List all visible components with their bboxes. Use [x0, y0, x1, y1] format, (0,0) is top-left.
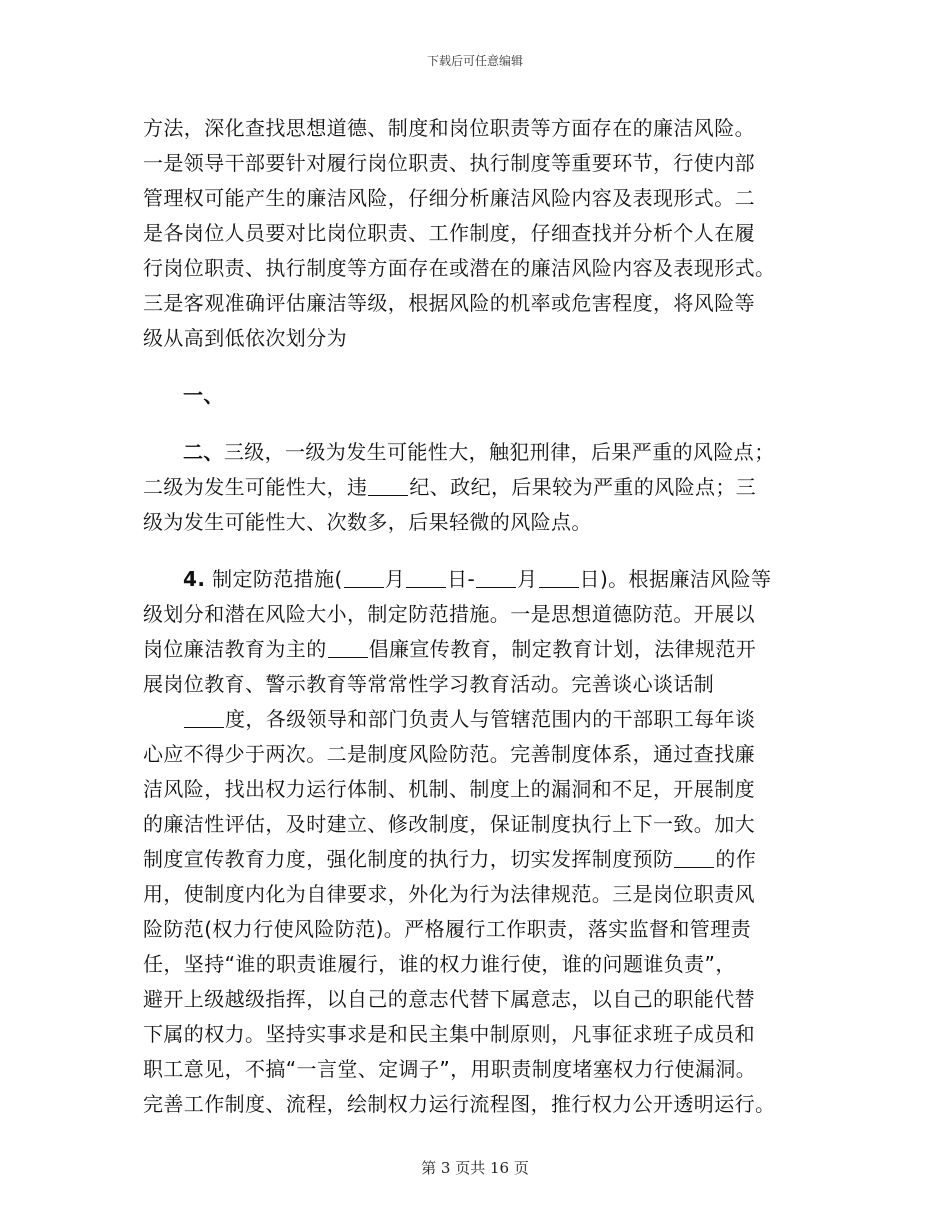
fill-blank [368, 475, 408, 496]
text-line [143, 632, 813, 667]
text-span: 纪、政纪，后果较为严重的风险点；三 [409, 475, 757, 499]
fill-blank [539, 567, 579, 588]
text-span: 倡廉宣传教育，制定教育计划，法律规范开 [368, 637, 757, 661]
text-span: 三级，一级为发生可能性大，触犯刑律，后果严重的风险点； [223, 440, 775, 464]
text-line: 心应不得少于两次。二是制度风险防范。完善制度体系，通过查找廉 [143, 742, 755, 766]
text-span: 的作 [715, 847, 757, 871]
list-item-1: 一、 [183, 383, 224, 407]
fill-blank [406, 567, 446, 588]
list-item-4 [143, 562, 813, 597]
fill-blank [328, 637, 368, 658]
text-line: 级为发生可能性大、次数多，后果轻微的风险点。 [143, 510, 592, 534]
text-line: 完善工作制度、流程，绘制权力运行流程图，推行权力公开透明运行。 [143, 1092, 776, 1116]
text-line [143, 470, 813, 505]
text-line: 行岗位职责、执行制度等方面存在或潜在的廉洁风险内容及表现形式。 [143, 256, 776, 280]
fill-blank [674, 847, 714, 868]
text-line: 一是领导干部要针对履行岗位职责、执行制度等重要环节，行使内部 [143, 151, 755, 175]
page-footer: 第 3 页共 16 页 [421, 1159, 529, 1177]
fill-blank [476, 567, 516, 588]
text-line: 职工意见，不搞“一言堂、定调子”，用职责制度堵塞权力行使漏洞。 [143, 1057, 757, 1081]
text-line: 任，坚持“谁的职责谁履行，谁的权力谁行使，谁的问题谁负责”， [143, 952, 736, 976]
text-line [143, 702, 813, 737]
page-header: 下载后可任意编辑 [426, 54, 523, 68]
text-line: 的廉洁性评估，及时建立、修改制度，保证制度执行上下一致。加大 [143, 812, 755, 836]
text-line: 级从高到低依次划分为 [143, 326, 347, 350]
fill-blank [344, 567, 384, 588]
text-span: 岗位廉洁教育为主的 [143, 637, 327, 661]
text-line: 展岗位教育、警示教育等常常性学习教育活动。完善谈心谈话制 [143, 672, 715, 696]
text-line: 避开上级越级指挥，以自己的意志代替下属意志，以自己的职能代替 [143, 987, 755, 1011]
text-line: 方法，深化查找思想道德、制度和岗位职责等方面存在的廉洁风险。 [143, 116, 755, 140]
text-span: 日- [447, 567, 476, 591]
text-span: 月 [517, 567, 538, 591]
text-span: 制定防范措施( [205, 567, 343, 591]
text-line: 洁风险，找出权力运行体制、机制、制度上的漏洞和不足，开展制度 [143, 777, 755, 801]
text-span: 二级为发生可能性大，违 [143, 475, 368, 499]
text-line: 三是客观准确评估廉洁等级，根据风险的机率或危害程度，将风险等 [143, 291, 755, 315]
text-line: 是各岗位人员要对比岗位职责、工作制度，仔细查找并分析个人在履 [143, 221, 755, 245]
text-line: 险防范(权力行使风险防范)。严格履行工作职责，落实监督和管理责 [143, 917, 752, 941]
text-line: 管理权可能产生的廉洁风险，仔细分析廉洁风险内容及表现形式。二 [143, 186, 755, 210]
text-span: 度，各级领导和部门负责人与管辖范围内的干部职工每年谈 [225, 707, 756, 731]
fill-blank [184, 707, 224, 728]
text-span: 月 [384, 567, 406, 591]
text-line: 用，使制度内化为自律要求，外化为行为法律规范。三是岗位职责风 [143, 882, 755, 906]
text-span: 制度宣传教育力度，强化制度的执行力，切实发挥制度预防 [143, 847, 674, 871]
text-line: 下属的权力。坚持实事求是和民主集中制原则，凡事征求班子成员和 [143, 1022, 755, 1046]
list-item-4-number: 4. [183, 567, 206, 591]
text-line: 级划分和潜在风险大小，制定防范措施。一是思想道德防范。开展以 [143, 602, 755, 626]
list-item-2 [143, 435, 813, 470]
list-item-2-label: 二、 [183, 440, 224, 464]
document-body [143, 111, 813, 1122]
text-span: 日)。根据廉洁风险等 [579, 567, 772, 591]
text-line [143, 842, 813, 877]
